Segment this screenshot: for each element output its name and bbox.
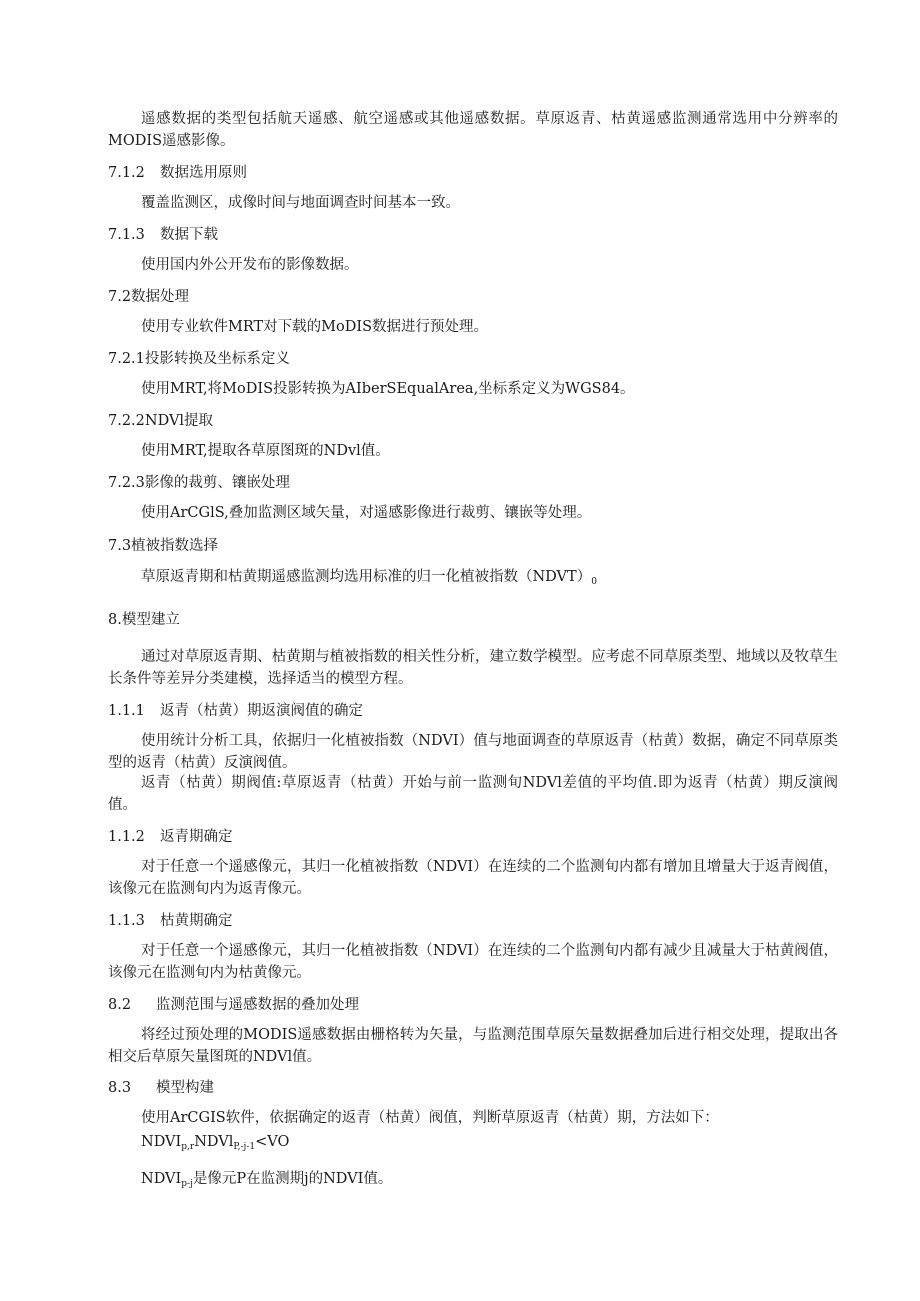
paragraph-1-1-2: 对于任意一个遥感像元，其归一化植被指数（NDVI）在连续的二个监测旬内都有增加且增量大于返青阀值，该像元在监测旬内为返青像元。 xyxy=(108,859,838,897)
heading-number: 7.1.3 xyxy=(108,227,145,243)
paragraph-text: 草原返青期和枯黄期遥感监测均选用标准的归一化植被指数（NDVT） xyxy=(141,569,592,585)
heading-8-3 xyxy=(108,1077,214,1099)
subscript: p-j xyxy=(181,1179,193,1189)
heading-7-2-2: 7.2.2NDVl提取 xyxy=(108,413,214,429)
heading-number: 8.3 xyxy=(108,1080,132,1096)
paragraph-7-2-1: 使用MRT,将MoDIS投影转换为AIberSEqualArea,坐标系定义为WGS84。 xyxy=(141,381,635,397)
heading-8: 8.模型建立 xyxy=(108,612,180,628)
heading-1-1-3 xyxy=(108,910,233,932)
heading-1-1-1 xyxy=(108,700,363,722)
paragraph-7-3 xyxy=(141,566,597,588)
heading-title: 数据选用原则 xyxy=(160,165,247,181)
heading-title: 监测范围与遥感数据的叠加处理 xyxy=(156,997,359,1013)
heading-7-3: 7.3植被指数选择 xyxy=(108,538,219,554)
subscript: p,r xyxy=(181,1142,195,1152)
formula-term: <VO xyxy=(255,1134,290,1150)
heading-title: 枯黄期确定 xyxy=(160,913,233,929)
formula-term: NDVI xyxy=(141,1134,182,1150)
formula-2 xyxy=(141,1168,392,1190)
paragraph-7-1-2: 覆盖监测区，成像时间与地面调查时间基本一致。 xyxy=(141,195,460,211)
paragraph-8-3: 使用ArCGIS软件，依据确定的返青（枯黄）阀值，判断草原返青（枯黄）期，方法如下： xyxy=(141,1110,719,1126)
heading-number: 1.1.3 xyxy=(108,913,145,929)
paragraph-8-2: 将经过预处理的MODIS遥感数据由栅格转为矢量，与监测范围草原矢量数据叠加后进行相交处理，提取出各相交后草原矢量图斑的NDVl值。 xyxy=(108,1027,838,1065)
formula-term: NDVl xyxy=(194,1134,234,1150)
paragraph-7-2-3: 使用ArCGlS,叠加监测区域矢量，对遥感影像进行裁剪、镶嵌等处理。 xyxy=(141,505,592,521)
heading-7-1-2 xyxy=(108,162,247,184)
formula-1 xyxy=(141,1131,289,1153)
heading-number: 7.1.2 xyxy=(108,165,145,181)
paragraph-7-2-2: 使用MRT,提取各草原图斑的NDvl值。 xyxy=(141,443,390,459)
paragraph-7-1-3: 使用国内外公开发布的影像数据。 xyxy=(141,257,359,273)
paragraph-intro: 遥感数据的类型包括航天遥感、航空遥感或其他遥感数据。草原返青、枯黄遥感监测通常选用中分辨率的MODIS遥感影像。 xyxy=(108,111,838,149)
heading-8-2 xyxy=(108,994,359,1016)
subscript: 0 xyxy=(591,577,597,587)
heading-7-2: 7.2数据处理 xyxy=(108,289,190,305)
heading-number: 8.2 xyxy=(108,997,132,1013)
heading-1-1-2 xyxy=(108,826,233,848)
paragraph-7-2: 使用专业软件MRT对下载的MoDIS数据进行预处理。 xyxy=(141,319,489,335)
paragraph-1-1-1-a: 使用统计分析工具，依据归一化植被指数（NDVI）值与地面调查的草原返青（枯黄）数据，确定不同草原类型的返青（枯黄）反演阀值。 xyxy=(108,733,838,771)
heading-number: 1.1.2 xyxy=(108,829,145,845)
heading-title: 返青（枯黄）期返演阀值的确定 xyxy=(160,703,363,719)
heading-title: 模型构建 xyxy=(156,1080,214,1096)
formula-term: NDVI xyxy=(141,1171,182,1187)
subscript: P,-j-1 xyxy=(233,1142,256,1152)
heading-7-2-3: 7.2.3影像的裁剪、镶嵌处理 xyxy=(108,475,290,491)
paragraph-1-1-3: 对于任意一个遥感像元，其归一化植被指数（NDVI）在连续的二个监测旬内都有减少且减量大于枯黄阀值，该像元在监测旬内为枯黄像元。 xyxy=(108,943,838,981)
formula-description: 是像元P在监测期j的NDVI值。 xyxy=(192,1171,393,1187)
heading-number: 1.1.1 xyxy=(108,703,145,719)
heading-title: 返青期确定 xyxy=(160,829,233,845)
heading-title: 数据下载 xyxy=(160,227,218,243)
paragraph-8: 通过对草原返青期、枯黄期与植被指数的相关性分析，建立数学模型。应考虑不同草原类型、地域以及牧草生长条件等差异分类建模，选择适当的模型方程。 xyxy=(108,649,838,687)
paragraph-1-1-1-b: 返青（枯黄）期阀值:草原返青（枯黄）开始与前一监测旬NDVl差值的平均值.即为返青（枯黄）期反演阀值。 xyxy=(108,775,838,813)
heading-7-2-1: 7.2.1投影转换及坐标系定义 xyxy=(108,351,290,367)
heading-7-1-3 xyxy=(108,224,218,246)
